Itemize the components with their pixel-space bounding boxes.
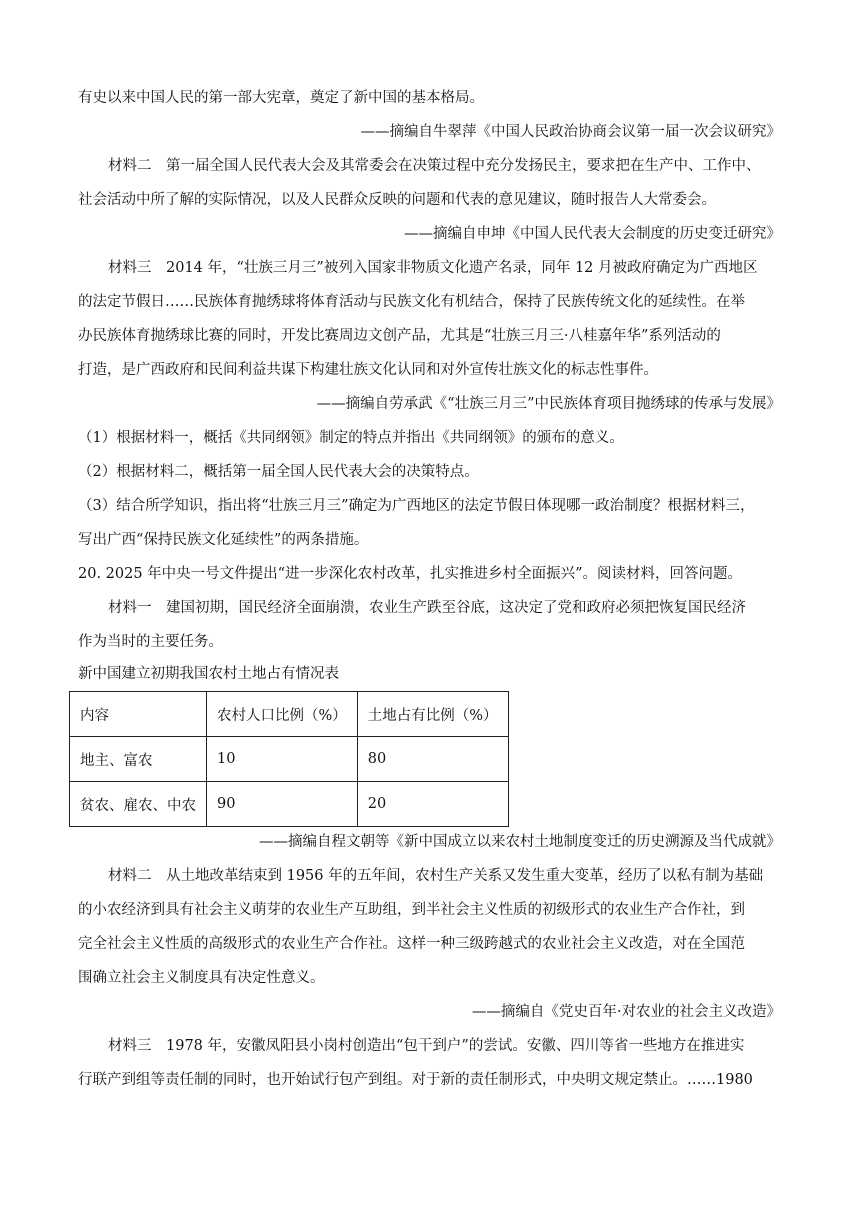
table-cell: 80 [357, 737, 508, 782]
text-line: 作为当时的主要任务。 [78, 634, 223, 650]
text-line: 材料二 从土地改革结束到 1956 年的五年间，农村生产关系又发生重大变革，经历了以私有制为基础 [108, 868, 764, 884]
table-cell: 贫农、雇农、中农 [70, 782, 207, 827]
text-line: 材料三 2014 年，“壮族三月三”被列入国家非物质文化遗产名录，同年 12 月被政府确定为广西地区 [108, 260, 758, 276]
table-header-cell: 农村人口比例（%） [207, 692, 358, 737]
table-row [70, 737, 509, 782]
table-cell: 10 [207, 737, 358, 782]
table-header-row [70, 692, 509, 737]
text-line: 材料三 1978 年，安徽凤阳县小岗村创造出“包干到户”的尝试。安徽、四川等省一些地方在推进实 [108, 1038, 745, 1054]
text-line: 材料一 建国初期，国民经济全面崩溃，农业生产跌至谷底，这决定了党和政府必须把恢复国民经济 [108, 600, 746, 616]
table-caption: 新中国建立初期我国农村土地占有情况表 [78, 666, 339, 682]
text-line: 社会活动中所了解的实际情况，以及人民群众反映的问题和代表的意见建议，随时报告人大常委会。 [78, 192, 716, 208]
table-header-cell: 土地占有比例（%） [357, 692, 508, 737]
text-line: 的法定节假日……民族体育抛绣球将体育活动与民族文化有机结合，保持了民族传统文化的延续性。在举 [78, 294, 745, 310]
text-line: 的小农经济到具有社会主义萌芽的农业生产互助组，到半社会主义性质的初级形式的农业生产合作社，到 [78, 902, 745, 918]
question-line: （3）结合所学知识，指出将“壮族三月三”确定为广西地区的法定节假日体现哪一政治制度？根据材料三， [78, 498, 755, 514]
citation-line: ——摘编自程文朝等《新中国成立以来农村土地制度变迁的历史溯源及当代成就》 [259, 834, 781, 850]
text-line: 围确立社会主义制度具有决定性意义。 [78, 970, 325, 986]
table-cell: 20 [357, 782, 508, 827]
table-header-cell: 内容 [70, 692, 207, 737]
table-cell: 地主、富农 [70, 737, 207, 782]
text-line: 有史以来中国人民的第一部大宪章，奠定了新中国的基本格局。 [78, 90, 484, 106]
text-line: 行联产到组等责任制的同时，也开始试行包产到组。对于新的责任制形式，中央明文规定禁止。……1980 [78, 1072, 753, 1088]
question-line: （2）根据材料二，概括第一届全国人民代表大会的决策特点。 [78, 464, 479, 480]
table-cell: 90 [207, 782, 358, 827]
land-ownership-table [69, 691, 509, 827]
text-line: 材料二 第一届全国人民代表大会及其常委会在决策过程中充分发扬民主，要求把在生产中、工作中、 [108, 158, 761, 174]
text-line: 办民族体育抛绣球比赛的同时，开发比赛周边文创产品，尤其是“壮族三月三·八桂嘉年华”系列活动的 [78, 328, 721, 344]
text-line: 打造，是广西政府和民间利益共谋下构建壮族文化认同和对外宣传壮族文化的标志性事件。 [78, 362, 658, 378]
question-heading: 20. 2025 年中央一号文件提出“进一步深化农村改革，扎实推进乡村全面振兴”。阅读材料，回答问题。 [78, 566, 743, 582]
citation-line: ——摘编自牛翠萍《中国人民政治协商会议第一届一次会议研究》 [360, 124, 781, 140]
question-line: （1）根据材料一，概括《共同纲领》制定的特点并指出《共同纲领》的颁布的意义。 [78, 430, 624, 446]
table-row [70, 782, 509, 827]
question-line: 写出广西“保持民族文化延续性”的两条措施。 [78, 532, 369, 548]
citation-line: ——摘编自劳承武《“壮族三月三”中民族体育项目抛绣球的传承与发展》 [316, 396, 781, 412]
text-line: 完全社会主义性质的高级形式的农业生产合作社。这样一种三级跨越式的农业社会主义改造，对在全国范 [78, 936, 745, 952]
citation-line: ——摘编自《党史百年·对农业的社会主义改造》 [471, 1004, 781, 1020]
citation-line: ——摘编自申坤《中国人民代表大会制度的历史变迁研究》 [404, 226, 781, 242]
